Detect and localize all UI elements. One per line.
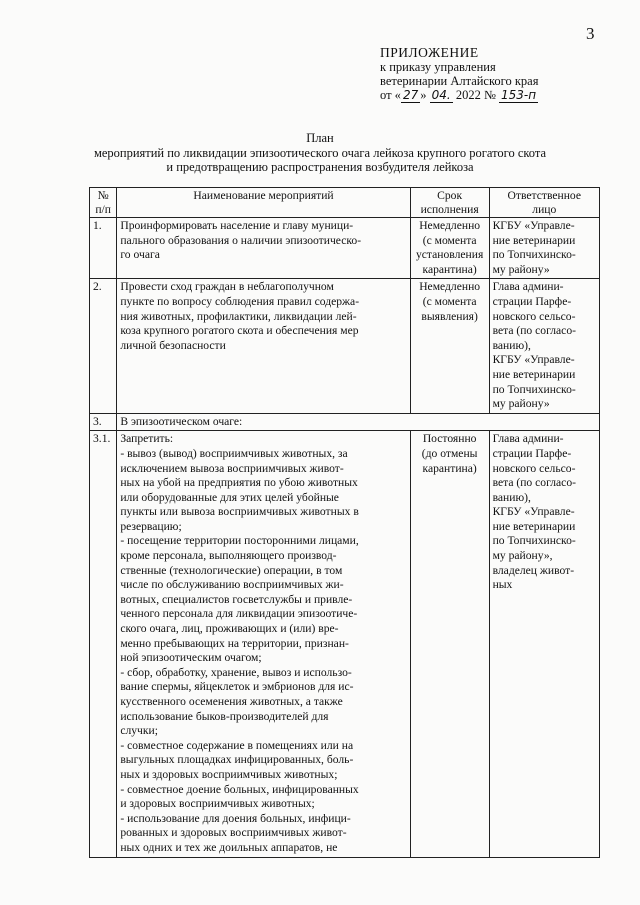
row-measure-line: пункте по вопросу соблюдения правил содержа- — [120, 294, 360, 308]
appendix-date-mid: » — [420, 88, 430, 102]
row-measure-line: ния животных, профилактики, ликвидации лей- — [120, 309, 357, 323]
row-responsible-line: КГБУ «Управле- — [492, 353, 575, 367]
row-term-line: карантина) — [422, 262, 477, 276]
row-measure-line: и здоровых восприимчивых животных; — [120, 797, 315, 811]
header-name: Наименование мероприятий — [117, 188, 410, 218]
row-responsible-line: КГБУ «Управле- — [492, 219, 575, 232]
row-term — [410, 218, 489, 279]
measures-table — [89, 187, 600, 858]
row-measure — [117, 431, 410, 857]
appendix-date-line — [380, 88, 538, 102]
row-responsible-line: ных — [492, 578, 513, 592]
row-measure-line: - использование для доения больных, инфици- — [120, 811, 351, 825]
appendix-block — [380, 46, 538, 102]
row-term — [410, 431, 489, 857]
row-responsible-line: Глава админи- — [492, 432, 564, 446]
row-responsible-line: КГБУ «Управле- — [492, 505, 575, 519]
plan-subtitle-2: и предотвращению распространения возбудителя лейкоза — [166, 160, 474, 174]
row-measure-line: ной эпизоотическим очагом; — [120, 651, 262, 665]
row-term-line: (с момента — [422, 233, 477, 247]
page-number: 3 — [586, 24, 595, 43]
appendix-day: 27 — [402, 88, 419, 102]
row-responsible-line: му району» — [492, 397, 550, 411]
row-measure-line: В эпизоотическом очаге: — [120, 414, 243, 428]
row-measure-line: кусственного осеменения животных, а также — [120, 695, 343, 708]
row-measure-line: или оборудованные для этих целей убойные — [120, 490, 339, 504]
row-measure — [117, 279, 410, 413]
row-term-line: установления — [415, 248, 484, 262]
row-number: 1. — [90, 218, 117, 279]
table-row — [90, 218, 600, 279]
row-responsible-line: страции Парфе- — [492, 294, 572, 308]
row-measure-line: ственные (технологические) операции, в том — [120, 563, 343, 577]
header-num-1: № — [97, 189, 109, 202]
row-responsible-line: новского сельсо- — [492, 309, 576, 323]
header-resp-2: лицо — [532, 202, 557, 216]
row-responsible-line: по Топчихинско- — [492, 248, 576, 262]
row-responsible-line: Глава админи- — [492, 280, 564, 294]
row-responsible-line: вета (по согласо- — [492, 476, 576, 490]
row-measure-line: - сбор, обработку, хранение, вывоз и использо- — [120, 665, 352, 679]
row-term-line: (до отмены — [421, 446, 478, 460]
row-term-line: Постоянно — [422, 432, 477, 446]
row-measure-line: Провести сход граждан в неблагополучном — [120, 280, 334, 294]
table-row — [90, 279, 600, 413]
row-responsible — [489, 431, 599, 857]
row-measure-line: - совместное содержание в помещениях или на — [120, 738, 354, 752]
row-responsible-line: по Топчихинско- — [492, 382, 576, 396]
appendix-line-2: ветеринарии Алтайского края — [380, 74, 539, 88]
row-measure-line: рованных и здоровых восприимчивых живот- — [120, 826, 347, 840]
row-measure-line: использование быков-производителей для — [120, 709, 329, 723]
row-measure — [117, 218, 410, 279]
row-responsible-line: ние ветеринарии — [492, 367, 576, 381]
row-responsible-line: по Топчихинско- — [492, 534, 576, 548]
row-measure-line: Запретить: — [120, 432, 174, 446]
row-number: 2. — [90, 279, 117, 413]
row-measure-line: - посещение территории посторонними лицами, — [120, 534, 359, 548]
row-responsible — [489, 218, 599, 279]
row-measure-line: менно пребывающих на территории, признан- — [120, 636, 349, 650]
row-responsible-line: новского сельсо- — [492, 461, 576, 475]
header-num-2: п/п — [95, 202, 111, 216]
header-term — [410, 188, 489, 218]
appendix-line-1: к приказу управления — [380, 60, 496, 74]
row-measure-line: пункты или вывоза восприимчивых животных в — [120, 505, 359, 519]
appendix-month: 04. — [431, 88, 451, 102]
row-measure-line: вание спермы, яйцеклеток и эмбрионов для ис- — [120, 680, 354, 694]
row-measure-line: числе по обслуживанию восприимчивых жи- — [120, 578, 344, 592]
row-term-line: Немедленно — [419, 219, 481, 232]
row-responsible-line: ванию), — [492, 490, 531, 504]
plan-subtitle-1: мероприятий по ликвидации эпизоотического очага лейкоза крупного рогатого скота — [93, 145, 547, 160]
row-measure-line: вотных, специалистов госветслужбы и привле- — [120, 592, 353, 606]
row-measure-line: коза крупного рогатого скота и обеспечения мер — [120, 324, 359, 338]
row-measure-line: личной безопасности — [120, 338, 226, 352]
table-header-row — [90, 188, 600, 218]
row-measure-line: го очага — [120, 248, 160, 262]
appendix-number: 153-п — [501, 88, 537, 102]
appendix-year-no: 2022 № — [452, 88, 499, 102]
row-measure-line: - вывоз (вывод) восприимчивых животных, за — [120, 446, 348, 460]
row-term-line: карантина) — [422, 461, 477, 475]
row-measure-line: резервацию; — [120, 519, 182, 533]
row-number: 3.1. — [90, 431, 117, 857]
row-measure-line: выгульных площадках инфицированных, боль- — [120, 753, 354, 767]
row-measure-line: ченного персонала для ликвидации эпизоотиче- — [120, 607, 358, 621]
table-row — [90, 431, 600, 857]
row-responsible-line: страции Парфе- — [492, 446, 572, 460]
table-row — [90, 413, 600, 431]
row-term — [410, 279, 489, 413]
row-responsible-line: ванию), — [492, 338, 531, 352]
header-term-1: Срок — [437, 189, 463, 202]
row-responsible-line: вета (по согласо- — [492, 324, 576, 338]
row-measure-line: кроме персонала, выполняющего производ- — [120, 549, 337, 563]
plan-title: План — [306, 131, 334, 145]
appendix-date-prefix: от « — [380, 88, 401, 102]
row-responsible — [489, 279, 599, 413]
header-term-2: исполнения — [420, 202, 479, 216]
row-measure-line: ных одних и тех же доильных аппаратов, не — [120, 840, 338, 854]
row-measure-line: исключением вывоза восприимчивых живот- — [120, 461, 344, 475]
appendix-title: ПРИЛОЖЕНИЕ — [380, 45, 479, 60]
row-term-line: Немедленно — [419, 280, 481, 294]
row-responsible-line: владелец живот- — [492, 563, 575, 577]
row-measure-line: ского очага, лиц, проживающих и (или) вре- — [120, 622, 339, 636]
header-num — [90, 188, 117, 218]
header-resp-1: Ответственное — [507, 189, 582, 202]
row-term-line: выявления) — [421, 309, 478, 323]
row-measure-line: ных и здоровых восприимчивых животных; — [120, 767, 338, 781]
row-measure-line: ных на убой на предприятия по убою животных — [120, 476, 358, 490]
plan-heading — [0, 131, 640, 175]
row-number: 3. — [90, 413, 117, 431]
row-measure-line: пального образования о наличии эпизоотическо- — [120, 233, 362, 247]
row-measure-line: - совместное доение больных, инфицированных — [120, 782, 359, 796]
row-measure-line: случки; — [120, 724, 158, 738]
row-responsible-line: му району» — [492, 262, 550, 276]
row-responsible-line: ние ветеринарии — [492, 519, 576, 533]
row-term-line: (с момента — [422, 294, 477, 308]
row-measure-line: Проинформировать население и главу муници- — [120, 219, 354, 232]
header-resp — [489, 188, 599, 218]
row-responsible-line: ние ветеринарии — [492, 233, 576, 247]
row-measure — [117, 413, 600, 431]
row-responsible-line: му району», — [492, 549, 553, 563]
